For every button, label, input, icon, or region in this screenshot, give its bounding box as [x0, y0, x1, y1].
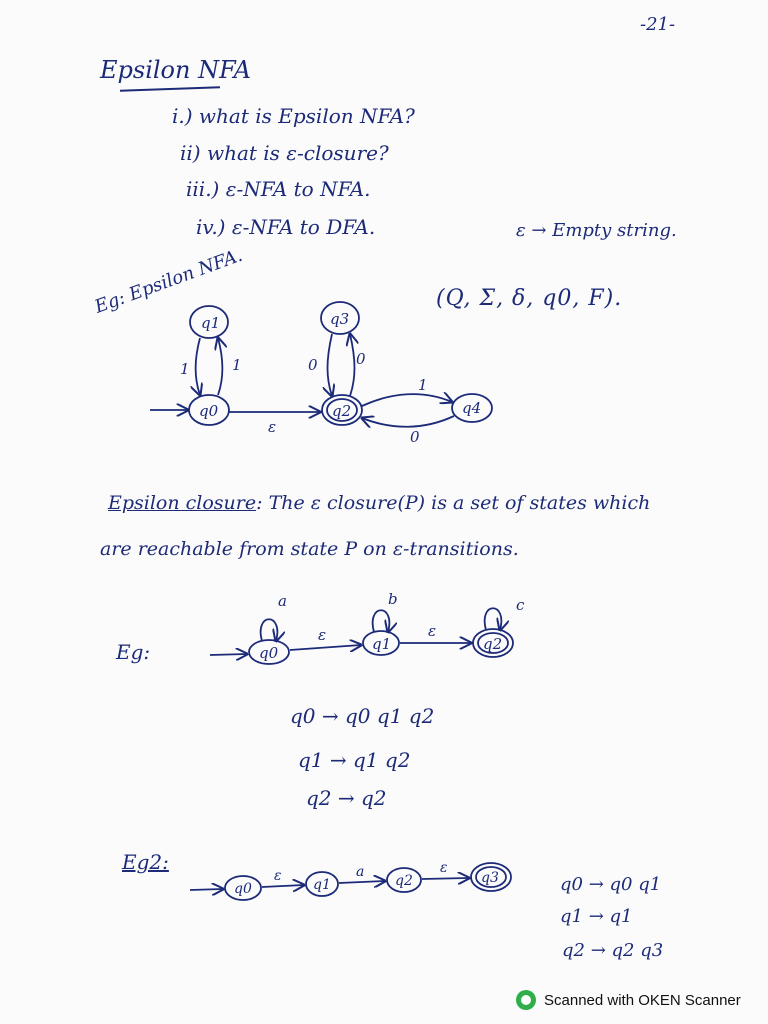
state-label-q0: q0	[199, 402, 219, 420]
edge-label-eps-1-eg3: ε	[274, 868, 282, 884]
state-label-q2-eg3: q2	[395, 873, 413, 889]
start-arrow-eg3	[190, 889, 223, 890]
example3-label: Eg2:	[122, 850, 169, 874]
page-title: Epsilon NFA	[100, 56, 251, 84]
state-label-q2: q2	[332, 402, 352, 420]
example2-label: Eg:	[116, 640, 151, 664]
question-1: i.) what is Epsilon NFA?	[172, 104, 415, 128]
closure-result-q0: q0 → q0 q1 q2	[290, 704, 435, 728]
page-number: -21-	[640, 14, 676, 35]
state-label-q3-eg3: q3	[481, 870, 499, 886]
state-label-q0-eg2: q0	[259, 644, 279, 662]
scanner-watermark	[516, 988, 741, 1012]
closure-result-q1: q1 → q1 q2	[298, 748, 411, 772]
edge-label-eps-2-eg2: ε	[428, 622, 437, 640]
closure-result-eg3-q0: q0 → q0 q1	[560, 874, 662, 895]
example1-label: Eg: Epsilon NFA.	[92, 244, 246, 318]
edge-label-q4-q2: 0	[410, 428, 420, 446]
state-label-q1-eg2: q1	[372, 635, 392, 653]
scanner-logo-icon	[516, 990, 536, 1010]
edge-q2-q3-eg3	[422, 878, 469, 879]
edge-label-a-eg3: a	[356, 864, 365, 880]
epsilon-note: ε → Empty string.	[516, 220, 677, 241]
edge-label-q3-q2: 0	[308, 356, 318, 374]
question-4: iv.) ε-NFA to DFA.	[196, 215, 376, 239]
nfa-tuple: (Q, Σ, δ, q0, F).	[436, 286, 623, 311]
edge-label-q0-q2: ε	[268, 418, 277, 436]
closure-result-q2: q2 → q2	[306, 786, 387, 810]
question-3: iii.) ε-NFA to NFA.	[186, 177, 371, 201]
loop-label-a: a	[278, 592, 287, 610]
edge-q1-q2-eg3	[339, 881, 385, 883]
edge-q0-q1-eg3	[262, 885, 304, 887]
closure-text-1: : The ε closure(P) is a set of states which	[256, 492, 651, 514]
loop-label-c: c	[516, 596, 525, 614]
closure-result-eg3-q1: q1 → q1	[560, 906, 633, 927]
scanner-watermark-text: Scanned with OKEN Scanner	[544, 991, 741, 1009]
edge-label-eps-2-eg3: ε	[440, 860, 448, 876]
closure-heading: Epsilon closure	[108, 492, 257, 514]
state-label-q2-eg2: q2	[483, 635, 503, 653]
edge-label-q0-q1: 1	[232, 356, 242, 374]
state-label-q0-eg3: q0	[234, 881, 252, 897]
edge-label-q2-q3: 0	[356, 350, 366, 368]
state-label-q3: q3	[330, 310, 350, 328]
edge-label-q2-q4: 1	[418, 376, 428, 394]
state-label-q1-eg3: q1	[313, 877, 331, 893]
edge-label-eps-1-eg2: ε	[318, 626, 327, 644]
closure-definition-line2: are reachable from state P on ε-transitions.	[100, 538, 519, 560]
edge-label-q1-q0: 1	[180, 360, 190, 378]
state-label-q1: q1	[201, 314, 221, 332]
state-label-q4: q4	[462, 399, 482, 417]
loop-label-b: b	[388, 590, 398, 608]
closure-result-eg3-q2: q2 → q2 q3	[562, 940, 664, 961]
question-2: ii) what is ε-closure?	[180, 141, 389, 165]
